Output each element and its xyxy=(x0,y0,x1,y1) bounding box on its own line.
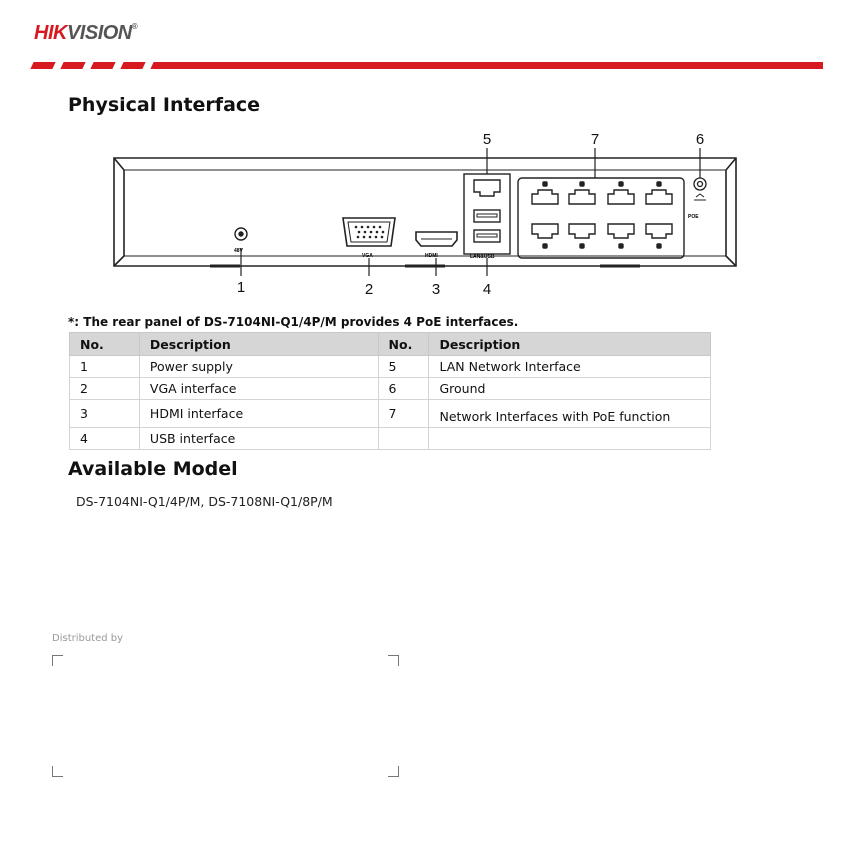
poe-led-indicator xyxy=(580,244,584,248)
poe-led-indicator xyxy=(543,244,547,248)
poe-rj45-port-icon xyxy=(532,224,558,238)
table-cell: USB interface xyxy=(139,428,378,450)
table-cell: Power supply xyxy=(139,356,378,378)
poe-led-indicator xyxy=(543,182,547,186)
rear-panel-diagram xyxy=(100,128,750,300)
table-cell: Network Interfaces with PoE function xyxy=(429,400,711,428)
poe-led-indicator xyxy=(619,182,623,186)
poe-led-indicator xyxy=(657,182,661,186)
poe-rj45-port-icon xyxy=(646,224,672,238)
callout-6: 6 xyxy=(695,131,705,148)
callout-7: 7 xyxy=(590,131,600,148)
table-cell xyxy=(429,428,711,450)
callout-3: 3 xyxy=(431,281,441,298)
header-description: Description xyxy=(429,333,711,356)
power-port-icon xyxy=(235,228,247,240)
header-red-bar xyxy=(158,62,823,69)
table-cell: 7 xyxy=(378,400,429,428)
table-cell: 4 xyxy=(70,428,140,450)
ground-screw-icon xyxy=(694,178,706,200)
distributed-by-label: Distributed by xyxy=(52,633,124,644)
distributor-box-corner xyxy=(388,766,399,777)
table-row xyxy=(70,378,711,400)
rear-panel-note: *: The rear panel of DS-7104NI-Q1/4P/M provides 4 PoE interfaces. xyxy=(68,315,519,329)
poe-rj45-port-icon xyxy=(569,190,595,204)
lan-usb-block xyxy=(464,174,510,254)
poe-rj45-port-icon xyxy=(646,190,672,204)
hikvision-logo xyxy=(34,22,137,45)
header-no: No. xyxy=(70,333,140,356)
hdmi-port-icon xyxy=(416,232,457,246)
table-cell: LAN Network Interface xyxy=(429,356,711,378)
header-description: Description xyxy=(139,333,378,356)
table-cell: Ground xyxy=(429,378,711,400)
poe-rj45-port-icon xyxy=(608,224,634,238)
vga-port-icon xyxy=(343,218,395,246)
poe-led-indicator xyxy=(657,244,661,248)
table-cell: 6 xyxy=(378,378,429,400)
physical-interface-title: Physical Interface xyxy=(68,94,261,116)
poe-rj45-port-icon xyxy=(608,190,634,204)
table-cell xyxy=(378,428,429,450)
poe-label: POE xyxy=(688,214,699,220)
logo-gray-text: VISION xyxy=(66,22,132,44)
model-list: DS-7104NI-Q1/4P/M, DS-7108NI-Q1/8P/M xyxy=(76,494,333,509)
header-no: No. xyxy=(378,333,429,356)
table-cell: 3 xyxy=(70,400,140,428)
poe-rj45-port-icon xyxy=(569,224,595,238)
callout-1: 1 xyxy=(236,279,246,296)
hdmi-label: HDMI xyxy=(425,253,438,259)
logo-red-text: HIK xyxy=(34,22,67,44)
table-row xyxy=(70,356,711,378)
table-cell: 1 xyxy=(70,356,140,378)
distributor-box-corner xyxy=(52,655,63,666)
callout-4: 4 xyxy=(482,281,492,298)
lan-usb-label: LAN&USB xyxy=(470,254,495,260)
interface-table xyxy=(69,332,711,450)
poe-led-indicator xyxy=(580,182,584,186)
distributor-box-corner xyxy=(52,766,63,777)
table-row xyxy=(70,428,711,450)
table-cell: HDMI interface xyxy=(139,400,378,428)
registered-mark: ® xyxy=(131,22,138,31)
table-header-row xyxy=(70,333,711,356)
poe-led-indicator xyxy=(619,244,623,248)
poe-rj45-port-icon xyxy=(532,190,558,204)
table-cell: VGA interface xyxy=(139,378,378,400)
distributor-box-corner xyxy=(388,655,399,666)
available-model-title: Available Model xyxy=(68,458,238,480)
table-cell: 5 xyxy=(378,356,429,378)
power-label: 48V xyxy=(234,248,243,254)
table-row xyxy=(70,400,711,428)
callout-5: 5 xyxy=(482,131,492,148)
vga-label: VGA xyxy=(362,253,373,259)
table-cell: 2 xyxy=(70,378,140,400)
callout-2: 2 xyxy=(364,281,374,298)
